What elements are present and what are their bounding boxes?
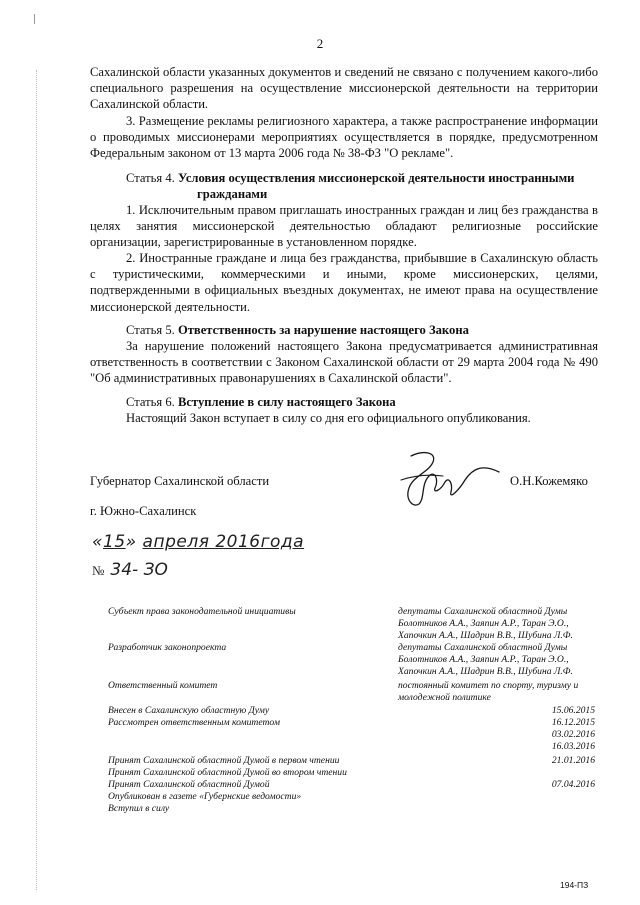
article-4-title-line1: Условия осуществления миссионерской деятельности иностранными (177, 171, 575, 185)
submitted-label: Внесен в Сахалинскую областную Думу (108, 705, 270, 716)
date-month-year: апреля 2016года (142, 532, 305, 552)
submitted-date: 15.06.2015 (551, 705, 595, 716)
article-4-paragraph-1: 1. Исключительным правом приглашать иностранных граждан и лиц без гражданства в целях занятия миссионерской деятельностью обладают религиозные российские организации, зарегистрированные в установленном порядке. (90, 203, 598, 250)
handwritten-number (92, 560, 168, 580)
adopted-date: 07.04.2016 (551, 779, 595, 790)
date-close-quote: » (125, 532, 137, 552)
city: г. Южно-Сахалинск (90, 504, 197, 518)
article-6-title: Вступление в силу настоящего Закона (177, 395, 396, 409)
article-6-paragraph: Настоящий Закон вступает в силу со дня его официального опубликования. (126, 411, 531, 425)
developer-label: Разработчик законопроекта (108, 642, 227, 653)
page-number: 2 (316, 36, 324, 51)
number-sign: № (92, 563, 105, 578)
developer-value: депутаты Сахалинской областной Думы Болотников А.А., Заяпин А.Р., Таран Э.О., Хапочкин А.А., Шадрин В.В., Шубина Л.Ф. (398, 642, 573, 677)
article-4-paragraph-2: 2. Иностранные граждане и лица без гражданства, прибывшие в Сахалинскую область с туристическими, коммерческими и иными, кроме миссионерских, целями, подтвержденными в официальных въездных документах, не имеют права на осуществление миссионерской деятельности. (90, 251, 598, 314)
paragraph-continuation: Сахалинской области указанных документов и сведений не связано с получением какого-либо специального разрешения на осуществление миссионерской деятельности на территории Сахалинской области. (90, 65, 598, 112)
margin-mark (34, 14, 35, 24)
handwritten-signature (383, 446, 503, 516)
article-5-prefix: Статья 5. (126, 323, 178, 337)
date-open-quote: « (92, 532, 103, 552)
article-4-title-line2: гражданами (197, 187, 268, 201)
effective-label: Вступил в силу (108, 803, 170, 814)
reviewed-date: 03.02.2016 (551, 729, 595, 740)
date-day: 15 (103, 532, 126, 552)
first-reading-label: Принят Сахалинской областной Думой в первом чтении (108, 755, 340, 766)
adopted-label: Принят Сахалинской областной Думой (108, 779, 270, 790)
governor-position: Губернатор Сахалинской области (90, 474, 270, 488)
article-5-title: Ответственность за нарушение настоящего Закона (177, 323, 469, 337)
law-number: 34- ЗО (110, 560, 168, 580)
article-6-prefix: Статья 6. (126, 395, 178, 409)
governor-name: О.Н.Кожемяко (510, 474, 588, 488)
committee-value: постоянный комитет по спорту, туризму и молодежной политике (398, 680, 579, 703)
first-reading-date: 21.01.2016 (551, 755, 595, 766)
document-code: 194-ПЗ (560, 880, 589, 890)
subject-label: Субъект права законодательной инициативы (108, 606, 296, 617)
article-5-paragraph: За нарушение положений настоящего Закона предусматривается административная ответственность в соответствии с Законом Сахалинской области от 29 марта 2004 года № 490 "Об административных правонарушениях в Сахалинской области". (90, 339, 598, 386)
article-4-heading (90, 170, 598, 186)
article-6-heading (90, 394, 598, 410)
handwritten-date (92, 532, 304, 552)
article-4-prefix: Статья 4. (126, 171, 178, 185)
reviewed-date: 16.03.2016 (551, 741, 595, 752)
committee-label: Ответственный комитет (108, 680, 218, 691)
article-5-heading (90, 322, 598, 338)
published-label: Опубликован в газете «Губернские ведомости» (108, 791, 302, 802)
article-4-title-line2-wrap (197, 186, 640, 202)
subject-value: депутаты Сахалинской областной Думы Болотников А.А., Заяпин А.Р., Таран Э.О., Хапочкин А.А., Шадрин В.В., Шубина Л.Ф. (398, 606, 573, 641)
binding-margin-line (36, 70, 37, 890)
reviewed-date: 16.12.2015 (551, 717, 595, 728)
reviewed-label: Рассмотрен ответственным комитетом (108, 717, 280, 728)
second-reading-label: Принят Сахалинской областной Думой во втором чтении (108, 767, 347, 778)
paragraph-advertising: 3. Размещение рекламы религиозного характера, а также распространение информации о проводимых миссионерами мероприятиях осуществляется в порядке, предусмотренном Федеральным законом от 13 марта 2006 года № 38-ФЗ "О рекламе". (90, 114, 598, 161)
